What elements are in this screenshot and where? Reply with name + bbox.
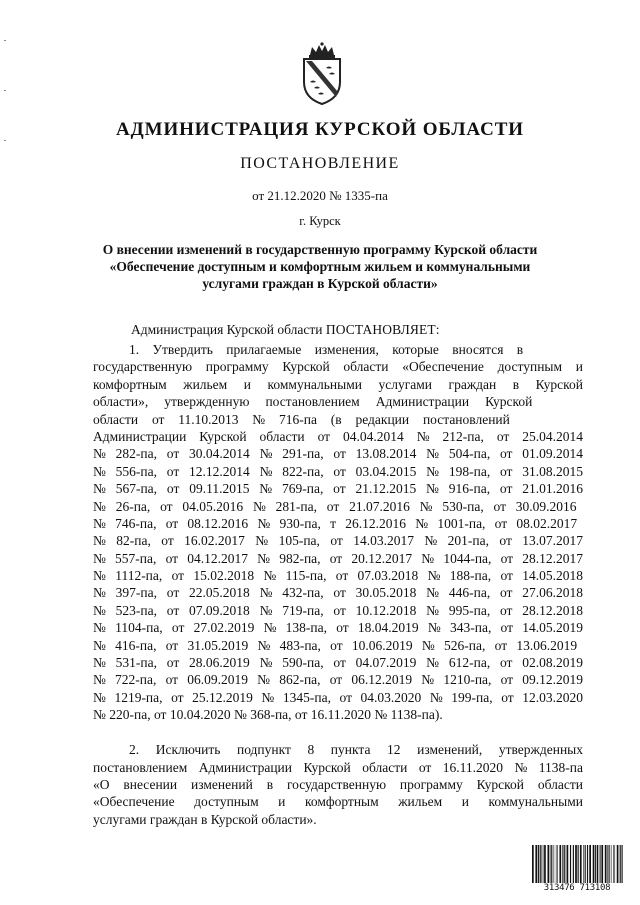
intro-text: Администрация Курской области (131, 322, 326, 337)
body-line: № 556-па, от 12.12.2014 № 822-па, от 03.04.2015 № 198-па, от 31.08.2015 (93, 463, 583, 479)
body-line: № 282-па, от 30.04.2014 № 291-па, от 13.08.2014 № 504-па, от 01.09.2014 (93, 446, 583, 462)
body-line: постановлением Администрации Курской области от 16.11.2020 № 1138-па (93, 759, 583, 775)
body-line: № 567-па, от 09.11.2015 № 769-па, от 21.12.2015 № 916-па, от 21.01.2016 (93, 481, 583, 497)
body-line: № 220-па, от 10.04.2020 № 368-па, от 16.11.2020 № 1138-па). (93, 707, 443, 723)
body-line: 2. Исключить подпункт 8 пункта 12 изменений, утвержденных (129, 742, 583, 758)
barcode-bar (556, 845, 557, 883)
document-body (93, 341, 583, 828)
barcode-bar (611, 845, 612, 883)
body-line: № 1104-па, от 27.02.2019 № 138-па, от 18.04.2019 № 343-па, от 14.05.2019 (93, 620, 583, 636)
barcode-bar (554, 845, 555, 883)
barcode-bar (622, 845, 623, 883)
barcode-bar (605, 845, 607, 883)
barcode-bar (589, 845, 591, 883)
barcode-number: 313476 713108 (543, 883, 611, 893)
barcode-bar (614, 845, 615, 883)
body-line: № 746-па, от 08.12.2016 № 930-па, т 26.12.2016 № 1001-па, от 08.02.2017 (93, 515, 578, 531)
body-line: № 557-па, от 04.12.2017 № 982-па, от 20.12.2017 № 1044-па, от 28.12.2017 (93, 550, 583, 566)
scan-margin-mark (4, 90, 6, 91)
barcode-bar (597, 845, 598, 883)
barcode-bar (587, 845, 588, 883)
document-type: ПОСТАНОВЛЕНИЕ (240, 155, 400, 172)
body-line: государственную программу Курской области «Обеспечение доступным и (93, 359, 583, 375)
intro-resolves: ПОСТАНОВЛЯЕТ: (325, 322, 440, 337)
barcode-bar (609, 845, 610, 883)
body-line: № 397-па, от 22.05.2018 № 432-па, от 30.05.2018 № 446-па, от 27.06.2018 (93, 585, 583, 601)
barcode (531, 845, 623, 893)
barcode-bar (535, 845, 537, 883)
scan-margin-mark (4, 140, 6, 141)
paragraph-2 (93, 741, 583, 828)
body-line: № 82-па, от 16.02.2017 № 105-па, от 14.03.2017 № 201-па, от 13.07.2017 (93, 533, 583, 549)
barcode-bar (599, 845, 600, 883)
barcode-bar (573, 845, 574, 883)
barcode-bar (583, 845, 584, 883)
barcode-bar (540, 845, 541, 883)
barcode-bar (567, 845, 569, 883)
barcode-bar (538, 845, 539, 883)
barcode-bar (551, 845, 552, 883)
barcode-bar (564, 845, 565, 883)
barcode-bar (570, 845, 571, 883)
city-line: г. Курск (299, 214, 341, 228)
barcode-bar (562, 845, 563, 883)
body-line: Администрации Курской области от 04.04.2014 № 212-па, от 25.04.2014 (93, 428, 583, 444)
barcode-bar (543, 845, 544, 883)
paragraph-spacer (93, 724, 583, 742)
body-line: области», утвержденную постановлением Администрации Курской (93, 394, 533, 410)
body-line: № 1112-па, от 15.02.2018 № 115-па, от 07.03.2018 № 188-па, от 14.05.2018 (93, 568, 583, 584)
barcode-bar (617, 845, 619, 883)
barcode-bar (613, 845, 614, 883)
barcode-bar (580, 845, 582, 883)
barcode-bar (532, 845, 534, 883)
body-line: № 531-па, от 28.06.2019 № 590-па, от 04.07.2019 № 612-па, от 02.08.2019 (93, 655, 583, 671)
barcode-bar (585, 845, 586, 883)
barcode-bar (548, 845, 550, 883)
body-line: № 722-па, от 06.09.2019 № 862-па, от 06.12.2019 № 1210-па, от 09.12.2019 (93, 672, 583, 688)
barcode-bar (557, 845, 558, 883)
body-line: № 523-па, от 07.09.2018 № 719-па, от 10.12.2018 № 995-па, от 28.12.2018 (93, 602, 583, 618)
barcode-bars (531, 845, 623, 883)
barcode-bar (600, 845, 601, 883)
body-line: комфортным жильем и коммунальными услугами граждан в Курской (93, 376, 583, 392)
barcode-bar (542, 845, 543, 883)
body-line: «Обеспечение доступным и комфортным жильем и коммунальными (93, 794, 583, 810)
barcode-bar (607, 845, 608, 883)
barcode-bar (578, 845, 579, 883)
document-number-line: от 21.12.2020 № 1335-па (252, 188, 388, 203)
barcode-bar (593, 845, 595, 883)
resolution-intro (131, 322, 440, 338)
barcode-bar (559, 845, 561, 883)
document-subject (80, 241, 560, 292)
scan-margin-mark (4, 40, 6, 41)
body-line: № 26-па, от 04.05.2016 № 281-па, от 21.07.2016 № 530-па, от 30.09.2016 (93, 498, 577, 514)
body-line: услугами граждан в Курской области». (93, 811, 317, 827)
body-line: № 1219-па, от 25.12.2019 № 1345-па, от 04.03.2020 № 199-па, от 12.03.2020 (93, 689, 583, 705)
subject-line: О внесении изменений в государственную программу Курской области (102, 242, 538, 257)
body-line: № 416-па, от 31.05.2019 № 483-па, от 10.06.2019 № 526-па, от 13.06.2019 (93, 637, 578, 653)
barcode-bar (595, 845, 596, 883)
body-line: 1. Утвердить прилагаемые изменения, которые вносятся в (129, 342, 524, 357)
body-line: «О внесении изменений в государственную программу Курской области (93, 776, 583, 792)
coat-of-arms-emblem (298, 42, 346, 106)
body-line: области от 11.10.2013 № 716-па (в редакции постановлений (93, 411, 510, 427)
barcode-bar (575, 845, 577, 883)
paragraph-1 (93, 341, 583, 724)
barcode-bar (550, 845, 551, 883)
subject-line: «Обеспечение доступным и комфортным жильем и коммунальными (109, 259, 531, 274)
barcode-bar (544, 845, 546, 883)
barcode-bar (620, 845, 621, 883)
organization-title: АДМИНИСТРАЦИЯ КУРСКОЙ ОБЛАСТИ (116, 119, 524, 140)
barcode-bar (601, 845, 603, 883)
subject-line: услугами граждан в Курской области» (202, 276, 438, 291)
